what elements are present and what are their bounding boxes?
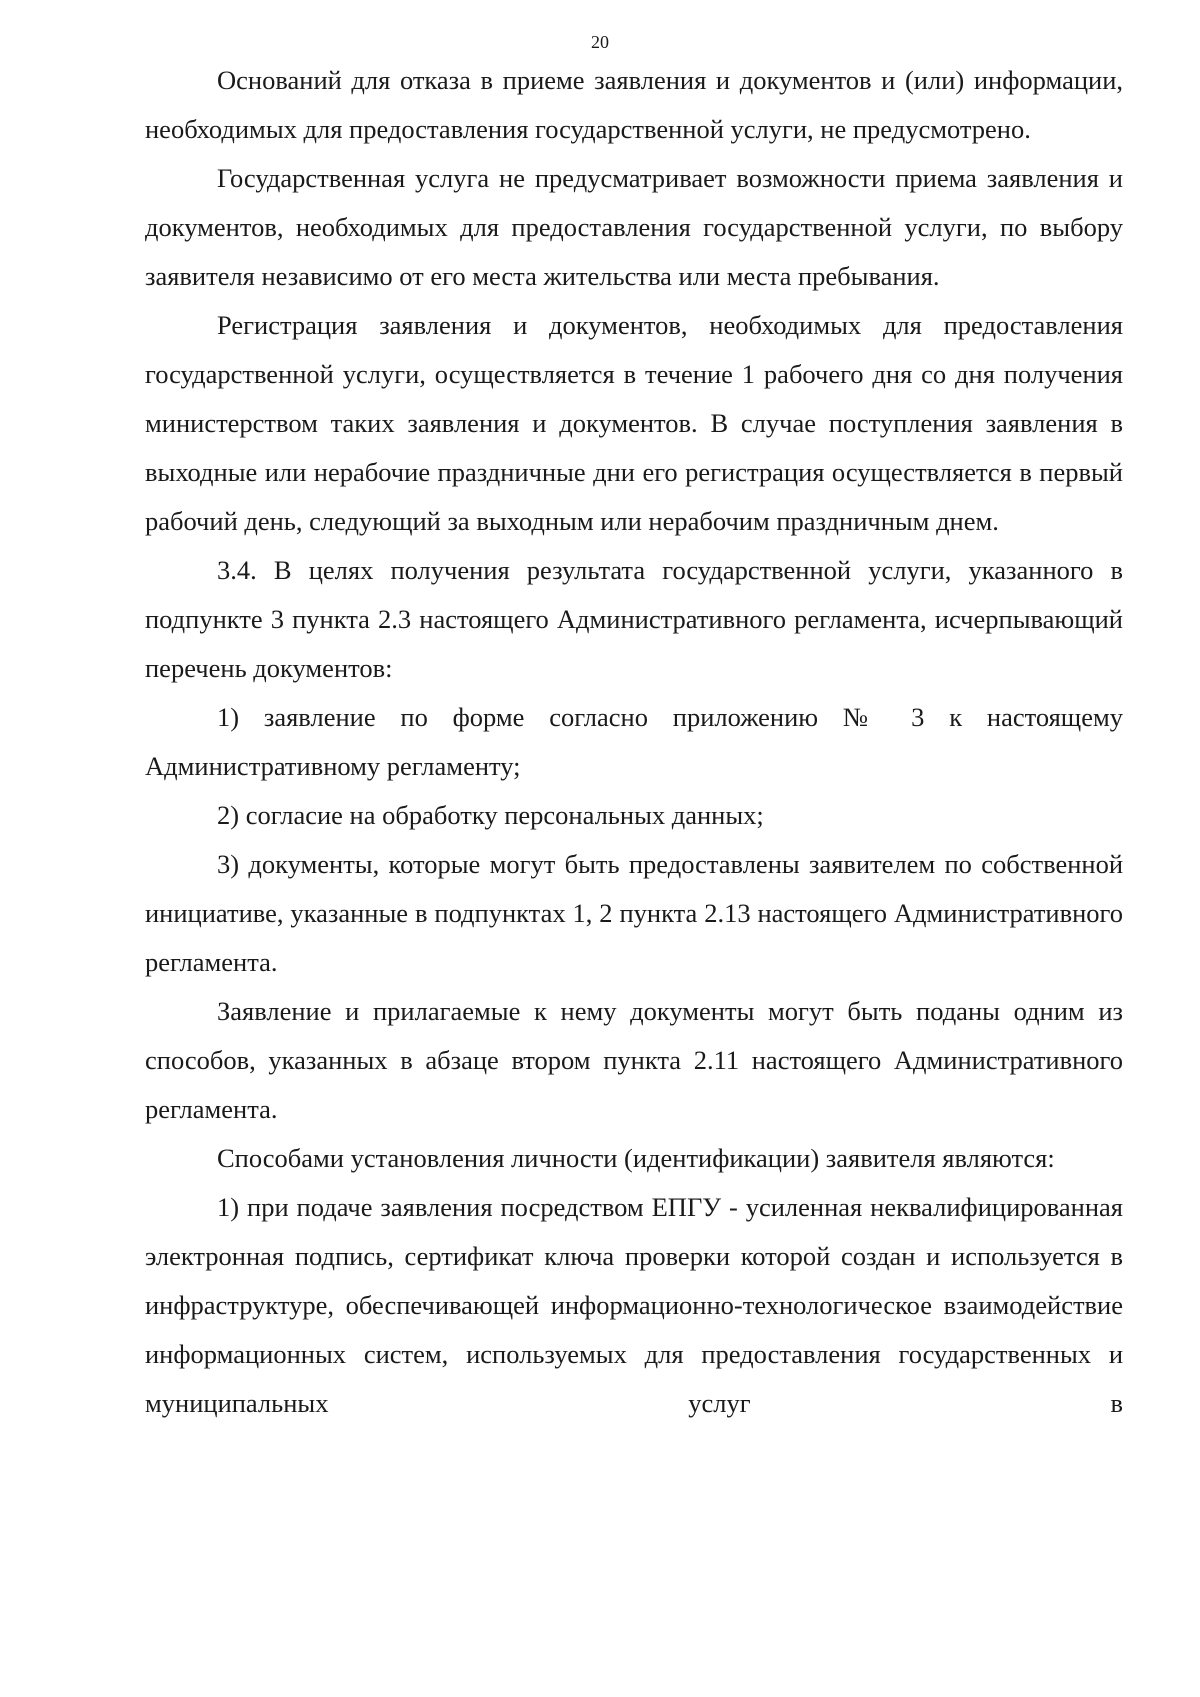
paragraph-section-3-4: 3.4. В целях получения результата государственной услуги, указанного в подпункте 3 пункта 2.3 настоящего Административного регламента, исчерпывающий перечень документов: — [145, 555, 1123, 683]
paragraph-registration: Регистрация заявления и документов, необходимых для предоставления государственной услуги, осуществляется в течение 1 рабочего дня со дня получения министерством таких заявления и документов. В случае поступления заявления в выходные или нерабочие праздничные дни его регистрация осуществляется в первый рабочий день, следующий за выходным или нерабочим праздничным днем. — [145, 310, 1123, 536]
list-item-epgu-signature: 1) при подаче заявления посредством ЕПГУ - усиленная неквалифицированная электронная подпись, сертификат ключа проверки которой создан и используется в инфраструктуре, обеспечивающей информационно-технологическое взаимодействие информационных систем, используемых для предоставления государственных и муниципальных услуг в — [145, 1192, 1123, 1418]
document-body — [145, 56, 1123, 1428]
paragraph-identification-methods: Способами установления личности (идентификации) заявителя являются: — [217, 1143, 1055, 1173]
paragraph-refusal-grounds: Оснований для отказа в приеме заявления и документов и (или) информации, необходимых для предоставления государственной услуги, не предусмотрено. — [145, 65, 1123, 144]
paragraph-extraterritorial: Государственная услуга не предусматривает возможности приема заявления и документов, необходимых для предоставления государственной услуги, по выбору заявителя независимо от его места жительства или места пребывания. — [145, 163, 1123, 291]
list-item-own-initiative-documents: 3) документы, которые могут быть предоставлены заявителем по собственной инициативе, указанные в подпунктах 1, 2 пункта 2.13 настоящего Административного регламента. — [145, 849, 1123, 977]
list-item-application-form: 1) заявление по форме согласно приложению № 3 к настоящему Административному регламенту; — [145, 702, 1123, 781]
list-item-personal-data-consent: 2) согласие на обработку персональных данных; — [217, 800, 764, 830]
page-number: 20 — [591, 32, 609, 52]
paragraph-submission-methods: Заявление и прилагаемые к нему документы могут быть поданы одним из способов, указанных в абзаце втором пункта 2.11 настоящего Административного регламента. — [145, 996, 1123, 1124]
